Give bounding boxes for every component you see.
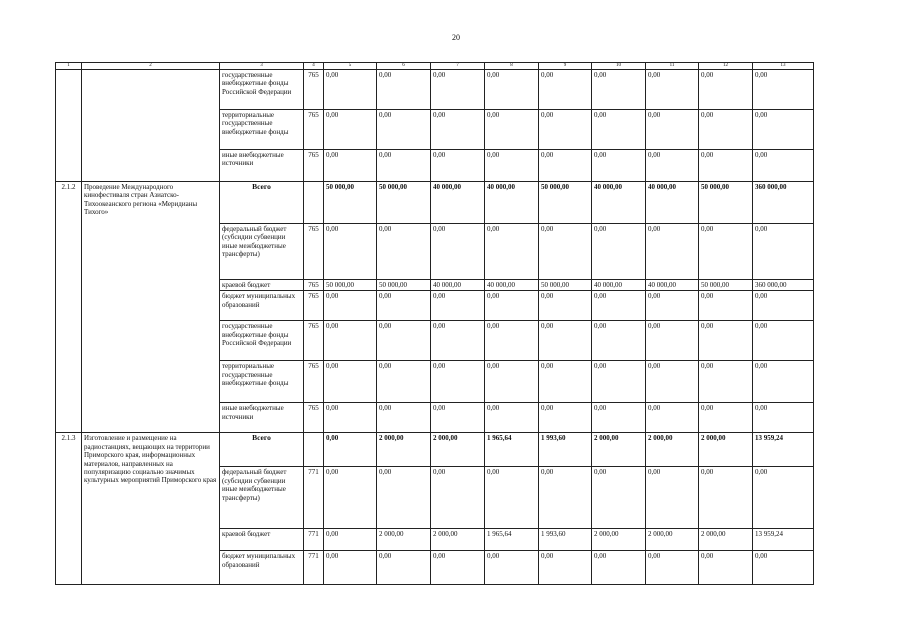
- column-number-header: 5: [324, 63, 377, 70]
- year-value: 0,00: [699, 551, 753, 585]
- budget-code: 765: [304, 321, 324, 361]
- year-value: 2 000,00: [699, 433, 753, 467]
- year-value: 0,00: [431, 361, 485, 403]
- year-value: 0,00: [539, 321, 592, 361]
- year-value: 0,00: [539, 467, 592, 529]
- year-value: 2 000,00: [592, 433, 646, 467]
- table-row: [56, 70, 814, 110]
- year-value: 0,00: [646, 551, 699, 585]
- year-value: 0,00: [324, 321, 377, 361]
- year-value: 0,00: [324, 529, 377, 551]
- budget-code: 765: [304, 70, 324, 110]
- year-value: 0,00: [646, 150, 699, 182]
- year-value: 0,00: [485, 551, 539, 585]
- column-number-header: 3: [220, 63, 304, 70]
- table-row-total: [56, 182, 814, 224]
- budget-code: 765: [304, 403, 324, 433]
- year-value: 0,00: [324, 467, 377, 529]
- row-total-value: 360 000,00: [753, 280, 814, 291]
- year-value: 0,00: [324, 150, 377, 182]
- row-total-value: 0,00: [753, 551, 814, 585]
- year-value: 0,00: [699, 291, 753, 321]
- row-total-value: 0,00: [753, 110, 814, 150]
- activity-name: Изготовление и размещение на радиостанциях, вещающих на территории Приморского края, информационных материалов, направленных на популяризацию социально значимых культурных мероприятий Приморского края: [82, 433, 220, 585]
- page-number: 20: [452, 33, 460, 42]
- year-value: 0,00: [485, 321, 539, 361]
- year-value: 0,00: [324, 551, 377, 585]
- year-value: 0,00: [539, 291, 592, 321]
- row-total-value: 0,00: [753, 361, 814, 403]
- row-total-value: 13 959,24: [753, 529, 814, 551]
- year-value: 50 000,00: [324, 280, 377, 291]
- column-number-header: 12: [699, 63, 753, 70]
- year-value: 0,00: [431, 291, 485, 321]
- year-value: 0,00: [485, 467, 539, 529]
- year-value: 0,00: [431, 551, 485, 585]
- year-value: 2 000,00: [646, 529, 699, 551]
- year-value: 0,00: [324, 224, 377, 280]
- year-value: 0,00: [377, 291, 431, 321]
- row-total-value: 0,00: [753, 150, 814, 182]
- year-value: 0,00: [539, 110, 592, 150]
- item-number: 2.1.3: [56, 433, 82, 585]
- funding-source: краевой бюджет: [220, 529, 304, 551]
- activity-name: [82, 70, 220, 182]
- year-value: 0,00: [699, 467, 753, 529]
- year-value: 2 000,00: [592, 529, 646, 551]
- year-value: 0,00: [377, 361, 431, 403]
- row-total-value: 0,00: [753, 321, 814, 361]
- year-value: 2 000,00: [646, 433, 699, 467]
- funding-source: Всего: [220, 433, 304, 467]
- year-value: 50 000,00: [539, 280, 592, 291]
- year-value: 0,00: [377, 224, 431, 280]
- budget-code: 771: [304, 551, 324, 585]
- funding-source: федеральный бюджет (субсидии субвенции иные межбюджетные трансферты): [220, 224, 304, 280]
- budget-code: 765: [304, 224, 324, 280]
- year-value: 1 993,60: [539, 529, 592, 551]
- year-value: 40 000,00: [431, 280, 485, 291]
- budget-code: 765: [304, 291, 324, 321]
- year-value: 0,00: [592, 291, 646, 321]
- year-value: 0,00: [592, 150, 646, 182]
- year-value: 0,00: [646, 110, 699, 150]
- year-value: 0,00: [699, 224, 753, 280]
- year-value: 50 000,00: [324, 182, 377, 224]
- funding-source: государственные внебюджетные фонды Российской Федерации: [220, 321, 304, 361]
- column-number-header: 1: [56, 63, 82, 70]
- year-value: 0,00: [592, 321, 646, 361]
- year-value: 0,00: [377, 110, 431, 150]
- budget-code: 765: [304, 280, 324, 291]
- year-value: 0,00: [646, 467, 699, 529]
- funding-source: иные внебюджетные источники: [220, 403, 304, 433]
- year-value: 0,00: [431, 224, 485, 280]
- year-value: 0,00: [431, 150, 485, 182]
- year-value: 0,00: [485, 70, 539, 110]
- year-value: 0,00: [431, 403, 485, 433]
- year-value: 0,00: [539, 70, 592, 110]
- year-value: 0,00: [539, 224, 592, 280]
- column-number-header: 10: [592, 63, 646, 70]
- year-value: 0,00: [646, 224, 699, 280]
- column-number-header: 6: [377, 63, 431, 70]
- column-number-header: 9: [539, 63, 592, 70]
- column-number-header: 8: [485, 63, 539, 70]
- year-value: 0,00: [377, 551, 431, 585]
- funding-source: территориальные государственные внебюджетные фонды: [220, 110, 304, 150]
- year-value: 0,00: [377, 403, 431, 433]
- year-value: 0,00: [485, 403, 539, 433]
- year-value: 40 000,00: [592, 182, 646, 224]
- funding-source: краевой бюджет: [220, 280, 304, 291]
- year-value: 0,00: [646, 321, 699, 361]
- item-number: 2.1.2: [56, 182, 82, 433]
- year-value: 0,00: [539, 150, 592, 182]
- year-value: 0,00: [324, 70, 377, 110]
- year-value: 40 000,00: [646, 182, 699, 224]
- year-value: 0,00: [485, 224, 539, 280]
- budget-code: 765: [304, 361, 324, 403]
- budget-code: 765: [304, 110, 324, 150]
- budget-code: 771: [304, 529, 324, 551]
- year-value: 0,00: [592, 70, 646, 110]
- year-value: 0,00: [377, 467, 431, 529]
- year-value: 0,00: [592, 110, 646, 150]
- year-value: 0,00: [431, 321, 485, 361]
- year-value: 0,00: [431, 467, 485, 529]
- column-number-header: 11: [646, 63, 699, 70]
- year-value: 0,00: [377, 70, 431, 110]
- year-value: 0,00: [646, 361, 699, 403]
- row-total-value: 0,00: [753, 70, 814, 110]
- row-total-value: 0,00: [753, 224, 814, 280]
- year-value: 0,00: [431, 110, 485, 150]
- year-value: 0,00: [431, 70, 485, 110]
- funding-source: федеральный бюджет (субсидии субвенции иные межбюджетные трансферты): [220, 467, 304, 529]
- row-total-value: 13 959,24: [753, 433, 814, 467]
- year-value: 0,00: [699, 110, 753, 150]
- table-row-total: [56, 433, 814, 467]
- column-number-header: 7: [431, 63, 485, 70]
- funding-source: бюджет муниципальных образований: [220, 291, 304, 321]
- year-value: 0,00: [485, 361, 539, 403]
- year-value: 0,00: [377, 150, 431, 182]
- funding-source: бюджет муниципальных образований: [220, 551, 304, 585]
- year-value: 0,00: [699, 403, 753, 433]
- budget-table: [55, 62, 814, 585]
- column-number-header: 2: [82, 63, 220, 70]
- item-number: [56, 70, 82, 182]
- year-value: 40 000,00: [592, 280, 646, 291]
- year-value: 0,00: [592, 361, 646, 403]
- year-value: 40 000,00: [485, 280, 539, 291]
- year-value: 0,00: [485, 150, 539, 182]
- year-value: 0,00: [646, 70, 699, 110]
- year-value: 0,00: [324, 291, 377, 321]
- year-value: 0,00: [592, 551, 646, 585]
- funding-source: государственные внебюджетные фонды Российской Федерации: [220, 70, 304, 110]
- budget-code: 765: [304, 150, 324, 182]
- column-number-header: 13: [753, 63, 814, 70]
- row-total-value: 0,00: [753, 403, 814, 433]
- year-value: 0,00: [539, 403, 592, 433]
- year-value: 0,00: [324, 361, 377, 403]
- row-total-value: 0,00: [753, 291, 814, 321]
- funding-source: иные внебюджетные источники: [220, 150, 304, 182]
- budget-code: [304, 182, 324, 224]
- year-value: 0,00: [324, 403, 377, 433]
- activity-name: Проведение Международного кинофестиваля стран Азиатско-Тихоокеанского региона «Меридианы Тихого»: [82, 182, 220, 433]
- year-value: 1 965,64: [485, 529, 539, 551]
- year-value: 50 000,00: [377, 280, 431, 291]
- year-value: 1 965,64: [485, 433, 539, 467]
- year-value: 0,00: [485, 291, 539, 321]
- year-value: 0,00: [699, 150, 753, 182]
- row-total-value: 360 000,00: [753, 182, 814, 224]
- column-number-row: [56, 63, 814, 70]
- year-value: 0,00: [592, 467, 646, 529]
- year-value: 0,00: [539, 551, 592, 585]
- year-value: 50 000,00: [539, 182, 592, 224]
- year-value: 2 000,00: [377, 433, 431, 467]
- year-value: 2 000,00: [699, 529, 753, 551]
- year-value: 0,00: [324, 433, 377, 467]
- year-value: 0,00: [646, 403, 699, 433]
- year-value: 0,00: [699, 70, 753, 110]
- column-number-header: 4: [304, 63, 324, 70]
- row-total-value: 0,00: [753, 467, 814, 529]
- funding-source: территориальные государственные внебюджетные фонды: [220, 361, 304, 403]
- year-value: 2 000,00: [431, 529, 485, 551]
- year-value: 0,00: [592, 403, 646, 433]
- year-value: 2 000,00: [377, 529, 431, 551]
- year-value: 0,00: [539, 361, 592, 403]
- year-value: 0,00: [485, 110, 539, 150]
- year-value: 0,00: [646, 291, 699, 321]
- year-value: 2 000,00: [431, 433, 485, 467]
- year-value: 40 000,00: [431, 182, 485, 224]
- year-value: 1 993,60: [539, 433, 592, 467]
- year-value: 0,00: [699, 361, 753, 403]
- year-value: 50 000,00: [699, 280, 753, 291]
- year-value: 50 000,00: [377, 182, 431, 224]
- year-value: 40 000,00: [485, 182, 539, 224]
- budget-code: 771: [304, 467, 324, 529]
- year-value: 0,00: [699, 321, 753, 361]
- year-value: 0,00: [592, 224, 646, 280]
- budget-code: [304, 433, 324, 467]
- year-value: 0,00: [324, 110, 377, 150]
- funding-source: Всего: [220, 182, 304, 224]
- year-value: 50 000,00: [699, 182, 753, 224]
- year-value: 40 000,00: [646, 280, 699, 291]
- year-value: 0,00: [377, 321, 431, 361]
